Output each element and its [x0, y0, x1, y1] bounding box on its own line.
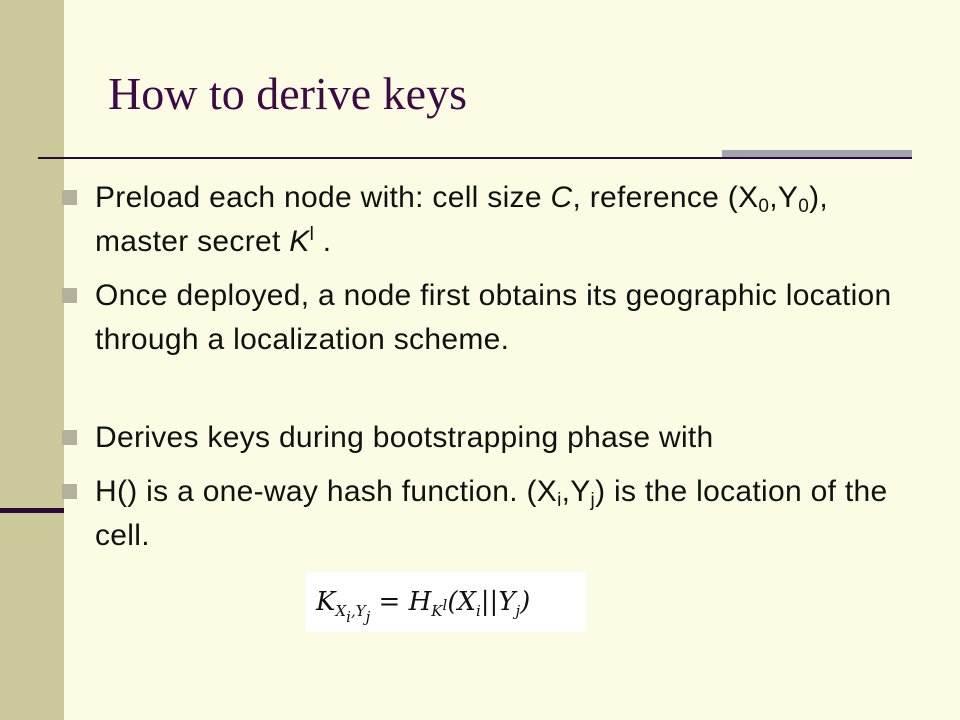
bullet-marker-icon	[62, 190, 77, 205]
bullet-text: Preload each node with: cell size C, reference $(X_0,Y_0)$, master secret $K^l$ .	[95, 181, 829, 258]
key-derivation-formula	[306, 572, 586, 632]
bullet-marker-icon	[62, 484, 77, 499]
bullet-marker-icon	[62, 430, 77, 445]
bullet-marker-icon	[62, 288, 77, 303]
formula-text: $K_{Xi,Yj} = H_{Kl}(X_i||Y_j)$	[316, 587, 531, 626]
bullet-text: H() is a one-way hash function. $(X_i,Y_j)$ is the location of the cell.	[95, 475, 888, 552]
slide-title: How to derive keys	[108, 68, 467, 119]
bullet-text: Once deployed, a node first obtains its geographic location through a localization scheme.	[95, 279, 892, 356]
bullet-text: Derives keys during bootstrapping phase with	[95, 421, 714, 454]
